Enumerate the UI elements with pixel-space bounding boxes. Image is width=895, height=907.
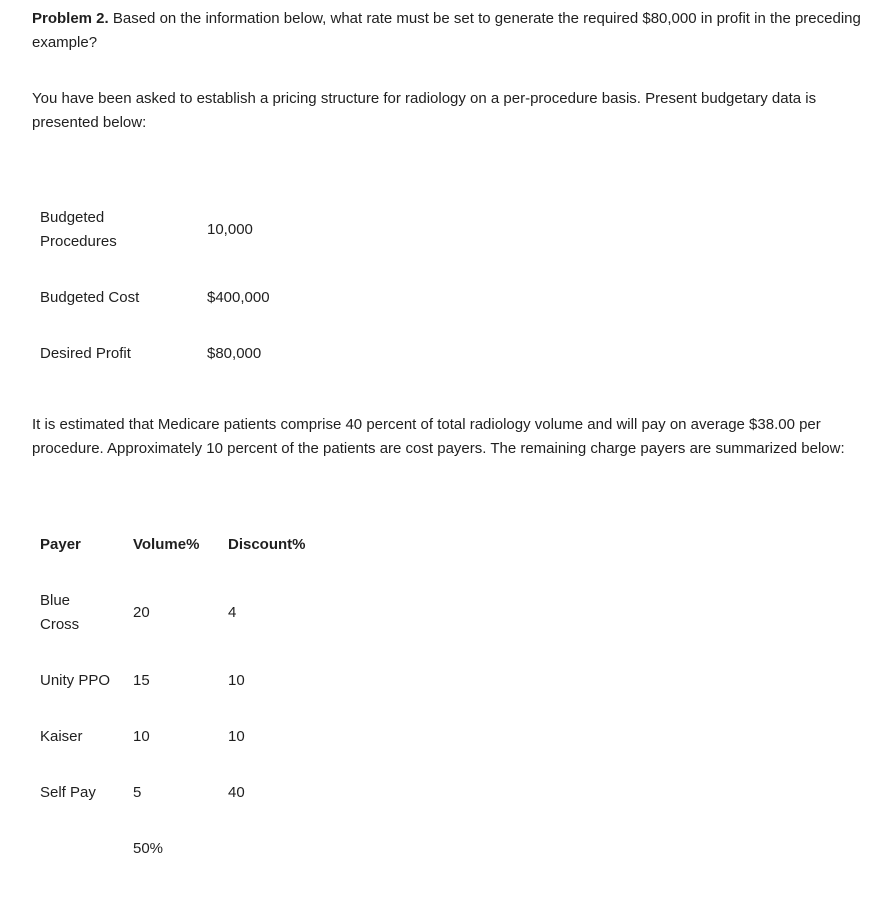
payer-volume-total: 50% bbox=[133, 840, 164, 857]
problem-statement bbox=[32, 7, 871, 55]
budget-row-label-cell bbox=[32, 326, 199, 382]
payer-header-row bbox=[32, 517, 314, 573]
budget-row-label-cell bbox=[32, 190, 199, 270]
payer-name-cell bbox=[32, 821, 125, 877]
payer-volume: 10 bbox=[133, 728, 150, 745]
payer-discount: 10 bbox=[228, 672, 245, 689]
payer-volume: 15 bbox=[133, 672, 150, 689]
budget-table bbox=[32, 190, 278, 382]
budget-row-value: $80,000 bbox=[207, 345, 262, 362]
payer-row bbox=[32, 709, 314, 765]
problem-question: Based on the information below, what rate must be set to generate the required $80,000 in profit in the preceding example? bbox=[32, 10, 861, 51]
payer-discount: 10 bbox=[228, 728, 245, 745]
payer-discount: 40 bbox=[228, 784, 245, 801]
payer-row bbox=[32, 653, 314, 709]
budget-row bbox=[32, 190, 278, 270]
budget-row-value: $400,000 bbox=[207, 289, 270, 306]
budget-row-label: Budgeted Cost bbox=[40, 289, 140, 306]
budget-row-label: Budgeted Procedures bbox=[40, 209, 117, 250]
payer-volume: 20 bbox=[133, 604, 150, 621]
payer-name: Blue Cross bbox=[40, 592, 80, 633]
payer-name: Kaiser bbox=[40, 728, 83, 745]
payer-name: Self Pay bbox=[40, 784, 96, 801]
budget-row-value: 10,000 bbox=[207, 221, 253, 238]
payer-name-cell bbox=[32, 765, 125, 821]
payer-name: Unity PPO bbox=[40, 672, 111, 689]
problem-label: Problem 2. bbox=[32, 10, 109, 27]
budget-row-label: Desired Profit bbox=[40, 345, 131, 362]
payer-row bbox=[32, 765, 314, 821]
payer-discount: 4 bbox=[228, 604, 237, 621]
payer-name-cell bbox=[32, 653, 125, 709]
budget-row-label-cell bbox=[32, 270, 199, 326]
payer-total-row bbox=[32, 821, 314, 877]
payer-row bbox=[32, 573, 314, 653]
medicare-paragraph: It is estimated that Medicare patients comprise 40 percent of total radiology volume and will pay on average $38.00 per procedure. Approximately 10 percent of the patients are cost payers. The remaining charge payers are summarized below: bbox=[32, 416, 845, 457]
payer-name-cell bbox=[32, 709, 125, 765]
payer-table bbox=[32, 517, 314, 877]
payer-volume: 5 bbox=[133, 784, 142, 801]
budget-row bbox=[32, 270, 278, 326]
payer-discount bbox=[220, 821, 314, 877]
intro-paragraph: You have been asked to establish a pricing structure for radiology on a per-procedure basis. Present budgetary data is presented below: bbox=[32, 90, 817, 131]
payer-header-volume: Volume% bbox=[133, 536, 200, 553]
payer-header-discount: Discount% bbox=[228, 536, 306, 553]
payer-header-payer: Payer bbox=[40, 536, 81, 553]
budget-row bbox=[32, 326, 278, 382]
payer-name-cell bbox=[32, 573, 125, 653]
